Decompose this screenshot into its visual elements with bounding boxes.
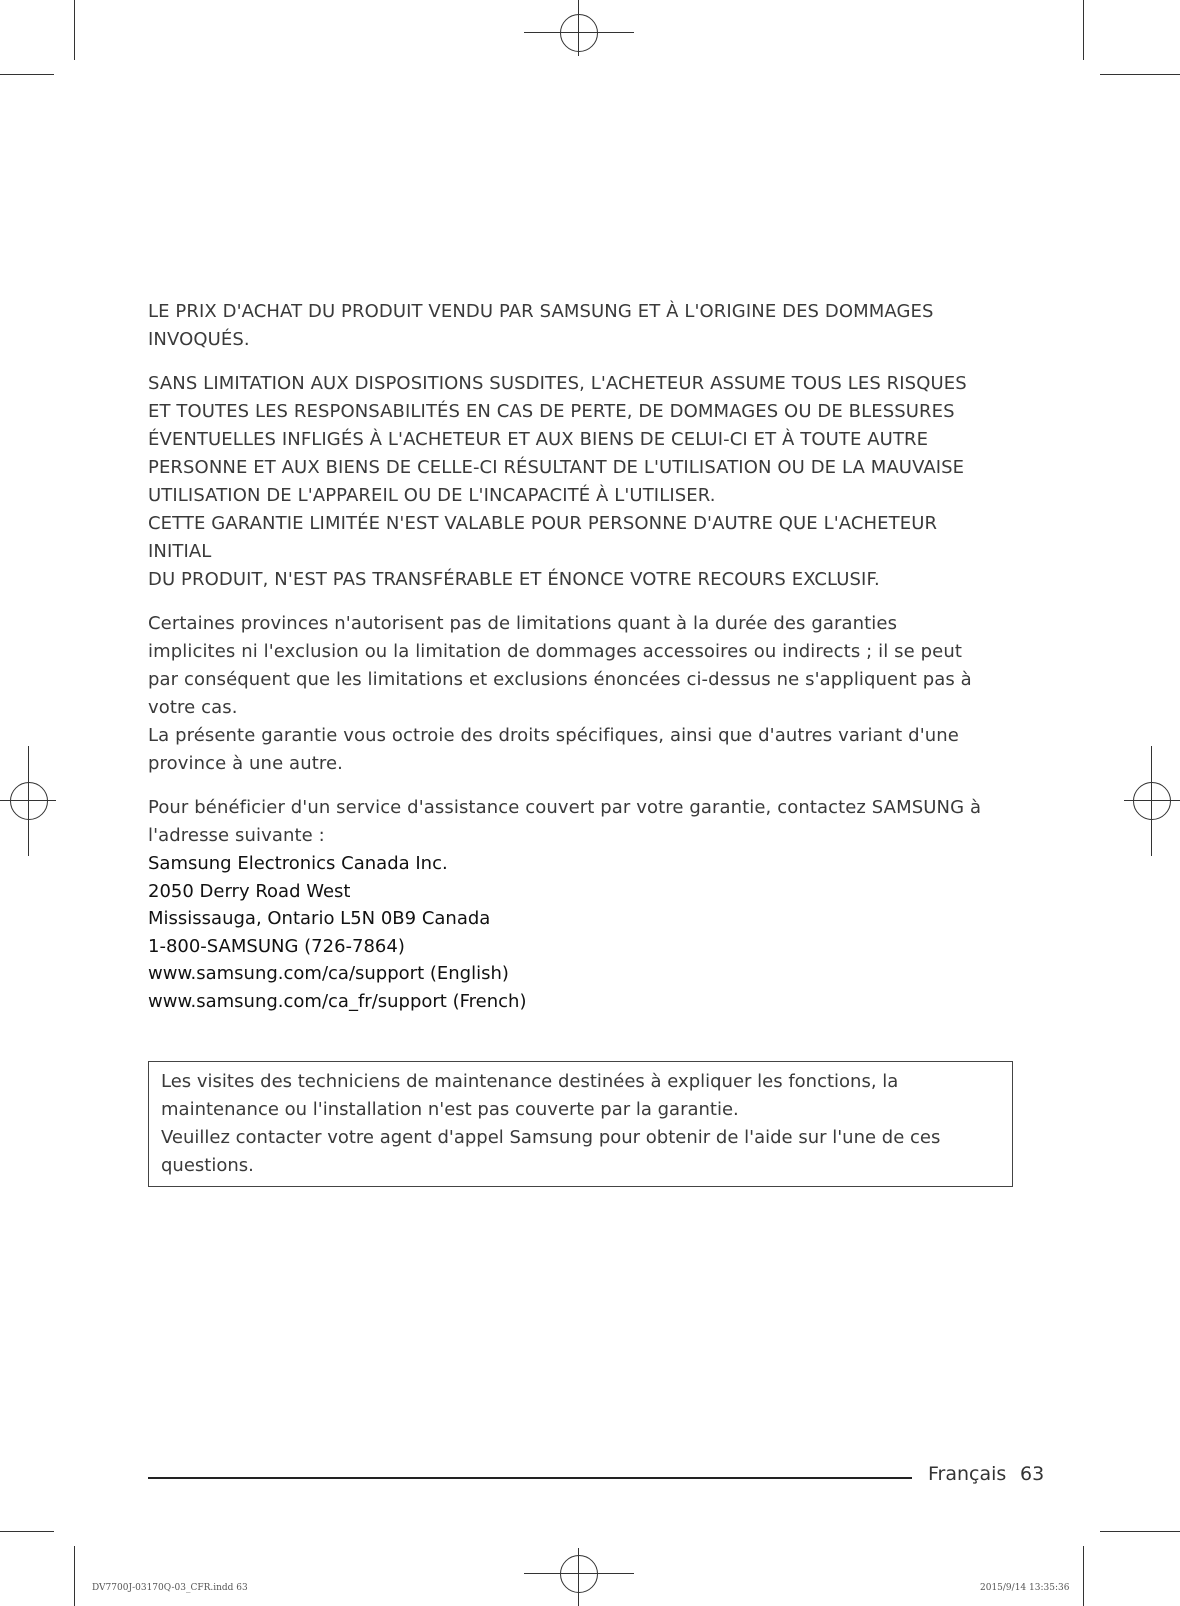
crop-mark-top-right-h bbox=[1100, 74, 1180, 75]
crop-mark-bottom-right-v bbox=[1083, 1546, 1084, 1606]
crop-mark-top-right-v bbox=[1083, 0, 1084, 60]
text-line: INITIAL bbox=[148, 541, 212, 562]
note-line: maintenance ou l'installation n'est pas couverte par la garantie. bbox=[161, 1099, 739, 1120]
text-line: implicites ni l'exclusion ou la limitation de dommages accessoires ou indirects ; il se peut bbox=[148, 641, 962, 662]
address-company: Samsung Electronics Canada Inc. bbox=[148, 853, 448, 874]
text-line: LE PRIX D'ACHAT DU PRODUIT VENDU PAR SAMSUNG ET À L'ORIGINE DES DOMMAGES bbox=[148, 301, 934, 322]
text-line: SANS LIMITATION AUX DISPOSITIONS SUSDITES, L'ACHETEUR ASSUME TOUS LES RISQUES bbox=[148, 373, 967, 394]
text-line: province à une autre. bbox=[148, 753, 343, 774]
crop-mark-bottom-left-h bbox=[0, 1531, 54, 1532]
text-line: Pour bénéficier d'un service d'assistance couvert par votre garantie, contactez SAMSUNG à bbox=[148, 797, 982, 818]
address-street: 2050 Derry Road West bbox=[148, 880, 351, 902]
text-line: La présente garantie vous octroie des droits spécifiques, ainsi que d'autres variant d'une bbox=[148, 725, 959, 746]
crop-mark-bottom-right-h bbox=[1100, 1531, 1180, 1532]
paragraph-liability bbox=[148, 370, 1018, 594]
crop-mark-top-left-h bbox=[0, 74, 54, 75]
address-block bbox=[148, 850, 1018, 1015]
paragraph-contact bbox=[148, 794, 1018, 850]
crop-mark-bottom-left-v bbox=[74, 1546, 75, 1606]
text-line: votre cas. bbox=[148, 697, 238, 718]
address-city: Mississauga, Ontario L5N 0B9 Canada bbox=[148, 908, 491, 929]
registration-mark-left bbox=[10, 782, 48, 820]
text-line: ET TOUTES LES RESPONSABILITÉS EN CAS DE PERTE, DE DOMMAGES OU DE BLESSURES bbox=[148, 401, 955, 422]
footer-rule bbox=[148, 1477, 912, 1479]
address-phone: 1-800-SAMSUNG (726-7864) bbox=[148, 935, 405, 957]
note-line: Veuillez contacter votre agent d'appel Samsung pour obtenir de l'aide sur l'une de ces bbox=[161, 1127, 941, 1148]
footer-language: Français bbox=[928, 1463, 1007, 1485]
address-url-french: www.samsung.com/ca_fr/support (French) bbox=[148, 990, 527, 1012]
text-line: PERSONNE ET AUX BIENS DE CELLE-CI RÉSULTANT DE L'UTILISATION OU DE LA MAUVAISE bbox=[148, 457, 965, 478]
address-url-english: www.samsung.com/ca/support (English) bbox=[148, 963, 509, 984]
text-line: Certaines provinces n'autorisent pas de limitations quant à la durée des garanties bbox=[148, 613, 898, 634]
registration-mark-right bbox=[1133, 782, 1171, 820]
paragraph-purchase-price bbox=[148, 298, 1018, 354]
registration-mark-top bbox=[560, 14, 598, 52]
paragraph-provinces bbox=[148, 610, 1018, 778]
crop-mark-top-left-v bbox=[74, 0, 75, 60]
text-line: UTILISATION DE L'APPAREIL OU DE L'INCAPACITÉ À L'UTILISER. bbox=[148, 485, 716, 506]
text-line: CETTE GARANTIE LIMITÉE N'EST VALABLE POUR PERSONNE D'AUTRE QUE L'ACHETEUR bbox=[148, 513, 938, 534]
text-line: INVOQUÉS. bbox=[148, 329, 250, 350]
print-slug-right: 2015/9/14 13:35:36 bbox=[980, 1583, 1070, 1593]
note-line: Les visites des techniciens de maintenance destinées à expliquer les fonctions, la bbox=[161, 1071, 899, 1092]
text-line: DU PRODUIT, N'EST PAS TRANSFÉRABLE ET ÉNONCE VOTRE RECOURS EXCLUSIF. bbox=[148, 569, 880, 590]
page-number: 63 bbox=[1020, 1463, 1045, 1485]
text-line: ÉVENTUELLES INFLIGÉS À L'ACHETEUR ET AUX BIENS DE CELUI-CI ET À TOUTE AUTRE bbox=[148, 429, 929, 450]
print-slug-left: DV7700J-03170Q-03_CFR.indd 63 bbox=[92, 1583, 248, 1593]
warranty-text bbox=[148, 298, 1018, 1015]
registration-mark-bottom bbox=[560, 1555, 598, 1593]
note-line: questions. bbox=[161, 1155, 254, 1176]
text-line: l'adresse suivante : bbox=[148, 825, 325, 846]
maintenance-note-box bbox=[148, 1061, 1013, 1187]
text-line: par conséquent que les limitations et exclusions énoncées ci-dessus ne s'appliquent pas à bbox=[148, 669, 972, 690]
